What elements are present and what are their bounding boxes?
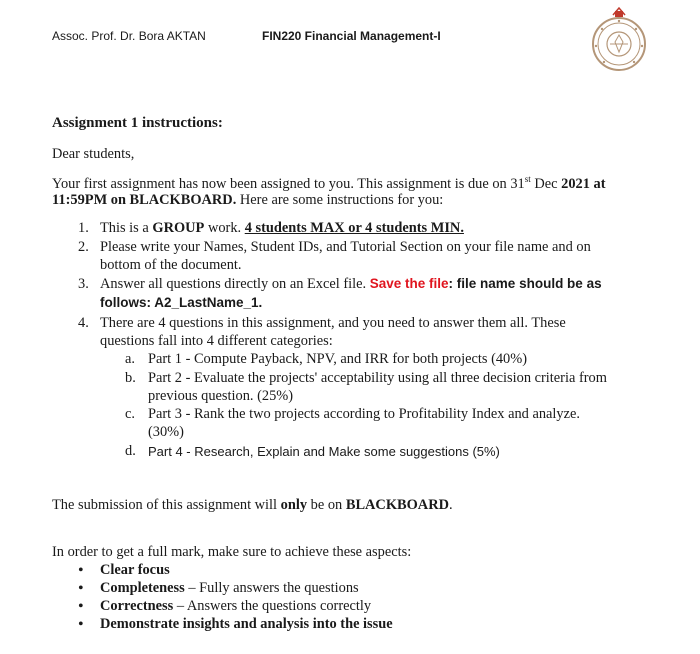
part-4-text: Part 4 - Research, Explain and Make some suggestions (5%): [148, 444, 500, 459]
instruction-1: This is a GROUP work. 4 students MAX or 4 students MIN.: [100, 220, 464, 236]
list-number-2: 2.: [78, 239, 89, 255]
greeting: Dear students,: [52, 146, 135, 162]
part-3-text-line-1: Part 3 - Rank the two projects according to Profitability Index and analyze.: [148, 406, 580, 422]
submission-note: The submission of this assignment will only be on BLACKBOARD.: [52, 497, 453, 513]
part-2-text-line-1: Part 2 - Evaluate the projects' acceptability using all three decision criteria from: [148, 370, 607, 386]
bullet-icon: •: [78, 562, 84, 579]
intro-line-2: 11:59PM on BLACKBOARD. Here are some instructions for you:: [52, 192, 444, 208]
sub-letter-c: c.: [125, 406, 135, 422]
course-title: FIN220 Financial Management-I: [262, 29, 441, 43]
instruction-2-line-1: Please write your Names, Student IDs, and Tutorial Section on your file name and on: [100, 239, 591, 255]
aspect-insights: Demonstrate insights and analysis into the issue: [100, 616, 393, 632]
list-number-1: 1.: [78, 220, 89, 236]
part-3-text-line-2: (30%): [148, 424, 184, 440]
aspects-intro: In order to get a full mark, make sure to achieve these aspects:: [52, 544, 412, 560]
instruction-4-line-1: There are 4 questions in this assignment, and you need to answer them all. These: [100, 315, 566, 331]
list-number-4: 4.: [78, 315, 89, 331]
bullet-icon: •: [78, 616, 84, 633]
assignment-title: Assignment 1 instructions:: [52, 115, 223, 131]
university-seal-icon: [588, 6, 650, 72]
instruction-3-line-1: Answer all questions directly on an Excel file. Save the file: file name should be as: [100, 276, 602, 292]
bullet-icon: •: [78, 598, 84, 615]
instruction-4-line-2: questions fall into 4 different categories:: [100, 333, 333, 349]
list-number-3: 3.: [78, 276, 89, 292]
bullet-icon: •: [78, 580, 84, 597]
intro-line-1: Your first assignment has now been assigned to you. This assignment is due on 31st Dec 2021 at: [52, 174, 606, 192]
sub-letter-a: a.: [125, 351, 135, 367]
aspect-completeness: Completeness – Fully answers the questions: [100, 580, 359, 596]
part-2-text-line-2: previous question. (25%): [148, 388, 294, 404]
aspect-correctness: Correctness – Answers the questions correctly: [100, 598, 372, 614]
instructor-name: Assoc. Prof. Dr. Bora AKTAN: [52, 29, 206, 43]
instruction-2-line-2: bottom of the document.: [100, 257, 242, 273]
sub-letter-b: b.: [125, 370, 136, 386]
part-1-text: Part 1 - Compute Payback, NPV, and IRR for both projects (40%): [148, 351, 528, 367]
aspect-clear-focus: Clear focus: [100, 562, 170, 578]
instruction-3-line-2: follows: A2_LastName_1.: [100, 295, 263, 310]
sub-letter-d: d.: [125, 443, 136, 459]
